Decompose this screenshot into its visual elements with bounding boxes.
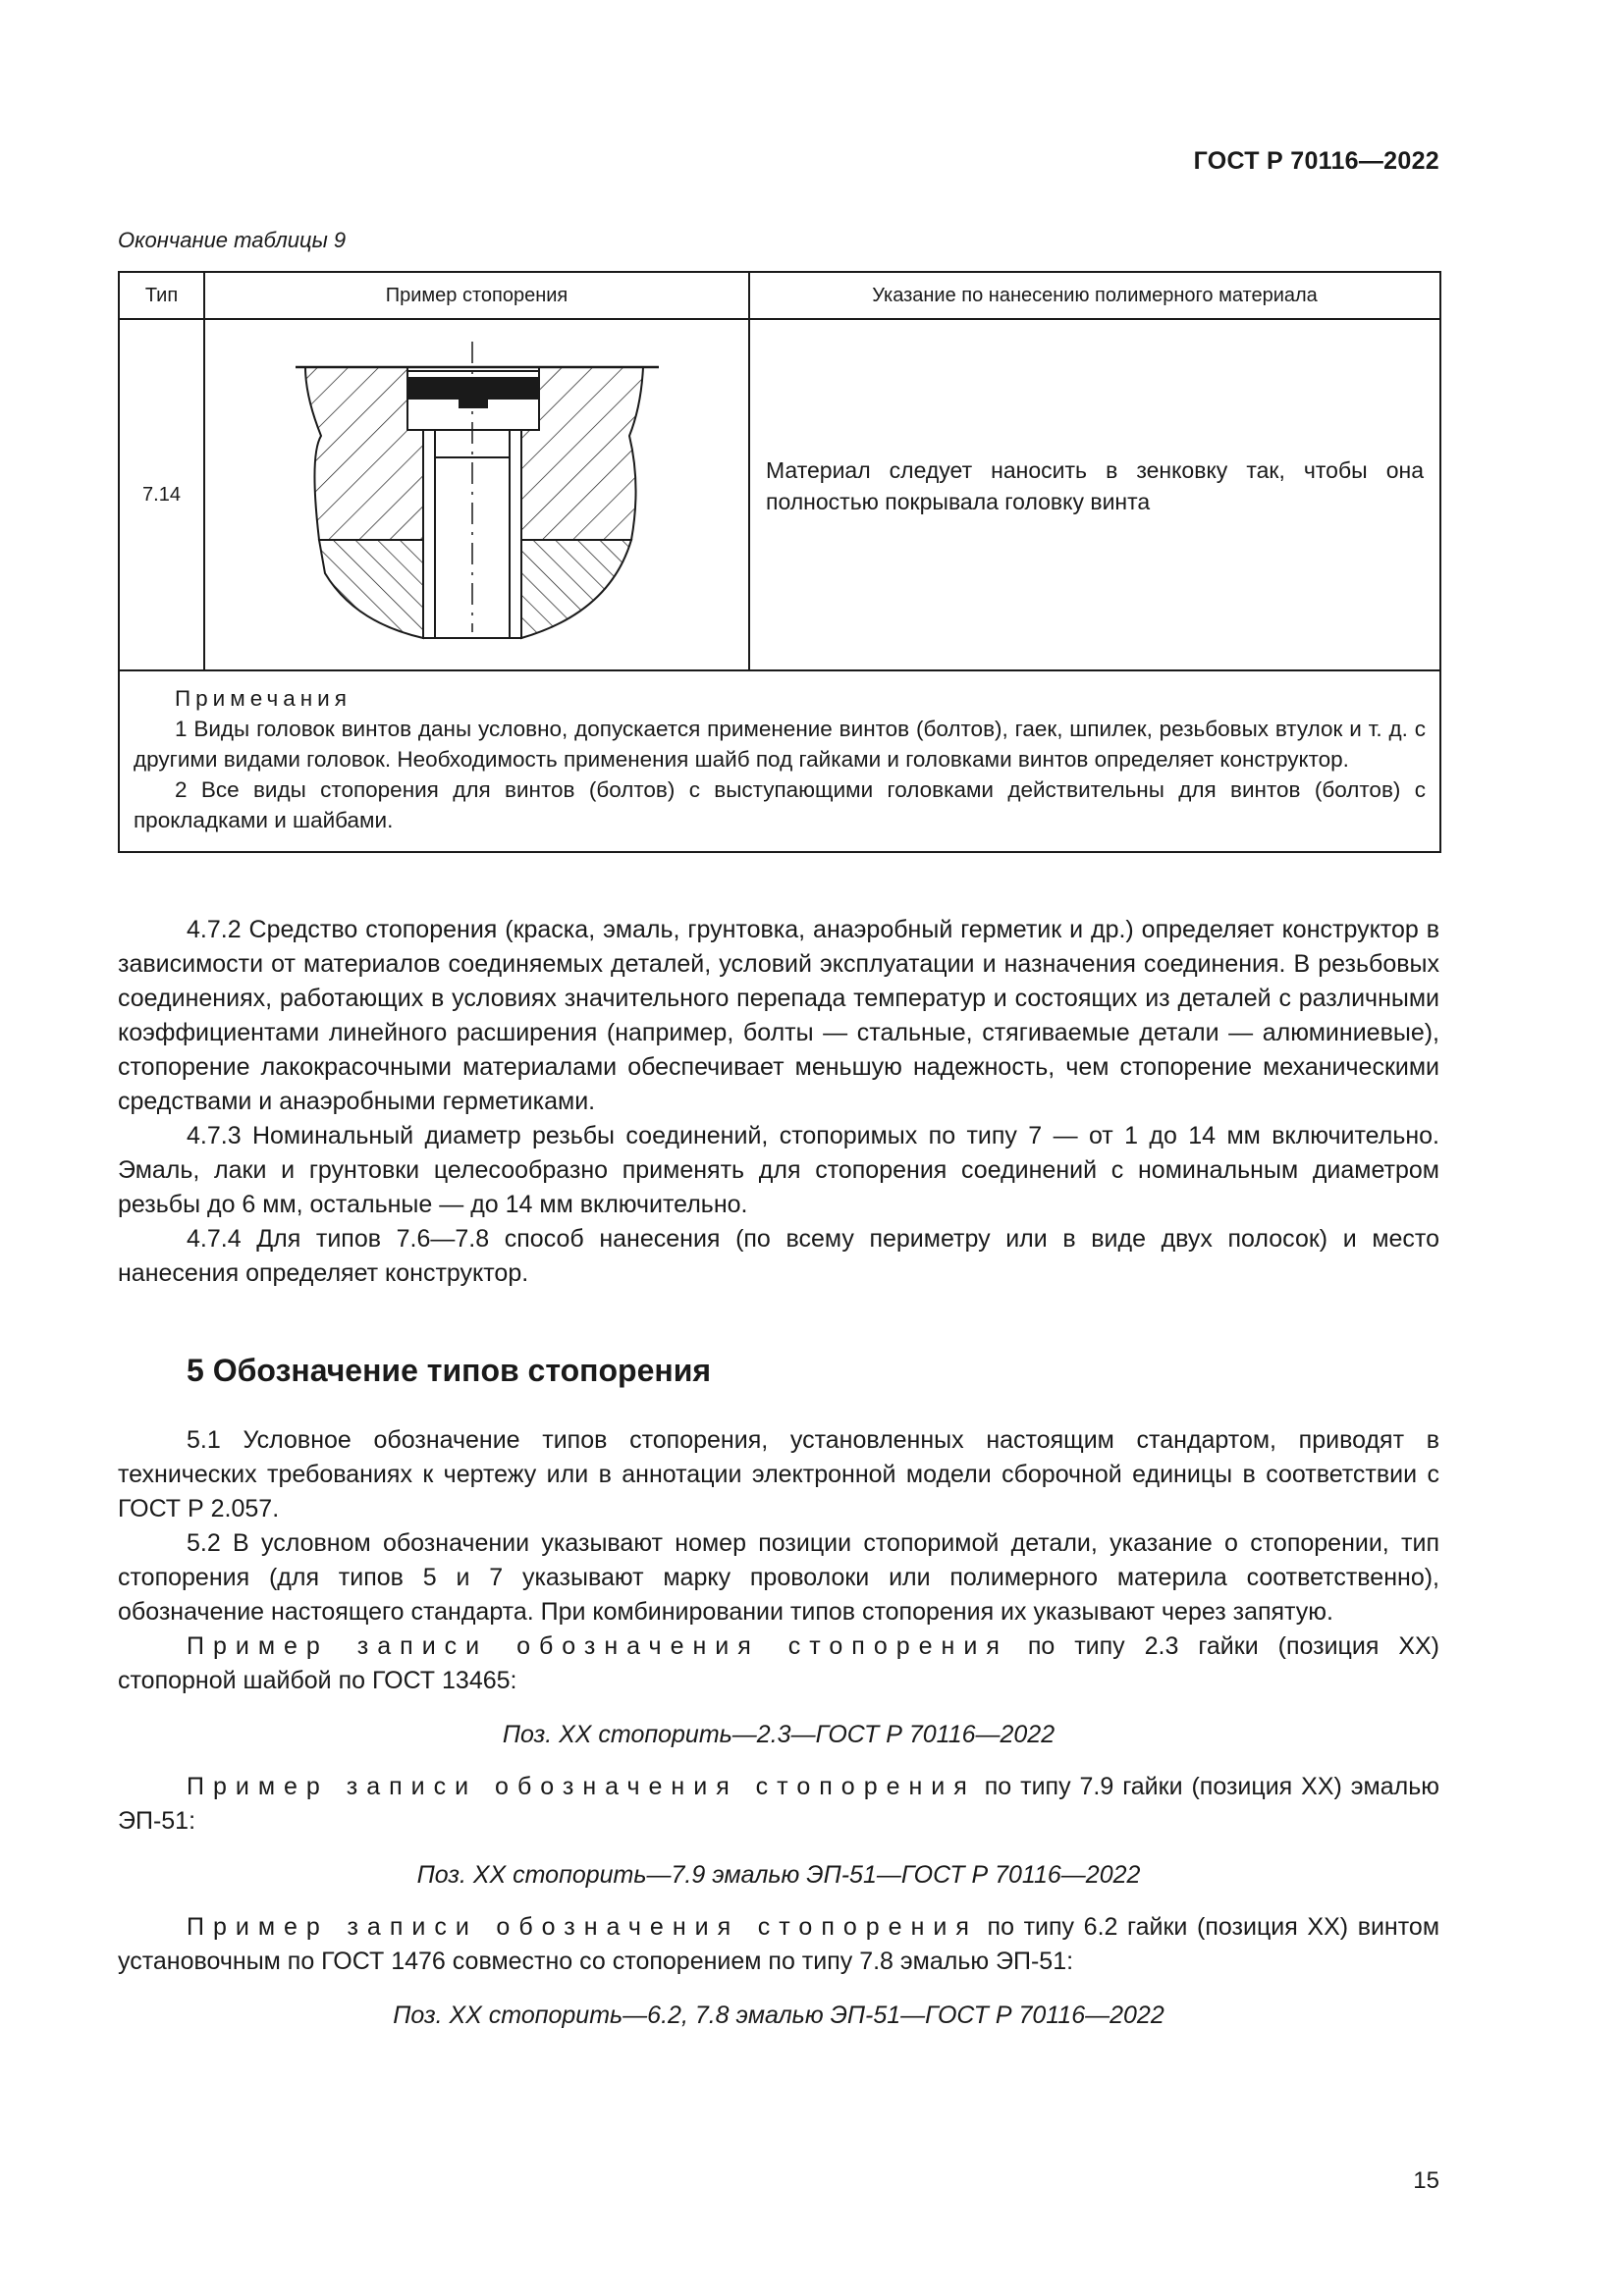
section-5-title: 5 Обозначение типов стопорения	[187, 1353, 712, 1388]
example-label: Пример записи обозначения стопорения	[187, 1913, 978, 1941]
upper-plate-left	[305, 367, 423, 540]
paragraph-5-2: 5.2 В условном обозначении указывают номер позиции стопоримой детали, указание о стопорении, тип стопорения (для типов 5 и 7 указывают марку проволоки или полимерного материла соответственно), обозначение настоящего стандарта. При комбинировании типов стопорения их указывают через запятую.	[118, 1529, 1439, 1626]
countersunk-screw-drawing	[286, 338, 669, 652]
example-1-formula: Поз. ХХ стопорить—2.3—ГОСТ Р 70116—2022	[502, 1721, 1056, 1748]
paragraph-4-7-2: 4.7.2 Средство стопорения (краска, эмаль, грунтовка, анаэробный герметик и др.) определяет конструктор в зависимости от материалов соединяемых деталей, условий эксплуатации и назначения соединения. В резьбовых соединениях, работающих в условиях значительного перепада температур и состоящих из деталей с различными коэффициентами линейного расширения (например, болты — стальные, стягиваемые детали — алюминиевые), стопорение лакокрасочными материалами обеспечивает меньшую надежность, чем стопорение механическими средствами и анаэробными герметиками.	[118, 916, 1439, 1115]
example-label: Пример записи обозначения стопорения	[187, 1632, 1008, 1660]
example-2-text: по типу 7.9 гайки (позиция ХХ) эмалью ЭП-51:	[118, 1773, 1439, 1835]
example-3-text: по типу 6.2 гайки (позиция ХХ) винтом установочным по ГОСТ 1476 совместно со стопорением по типу 7.8 эмалью ЭП-51:	[118, 1913, 1440, 1975]
notes-row	[119, 670, 1440, 852]
paragraph-4-7-3: 4.7.3 Номинальный диаметр резьбы соединений, стопоримых по типу 7 — от 1 до 14 мм включительно. Эмаль, лаки и грунтовки целесообразно применять для стопорения соединений с номинальным диаметром резьбы до 6 мм, остальные — до 14 мм включительно.	[118, 1122, 1439, 1218]
notes-cell	[119, 670, 1440, 852]
polymer-material-fill	[407, 377, 539, 399]
instruction-text: Материал следует наносить в зенковку так, чтобы она полностью покрывала головку винта	[766, 457, 1424, 514]
table-header-row	[119, 272, 1440, 319]
notes-heading: Примечания	[175, 686, 352, 711]
table-caption: Окончание таблицы 9	[118, 228, 347, 252]
example-label: Пример записи обозначения стопорения	[187, 1773, 976, 1800]
column-header-example: Пример стопорения	[204, 272, 749, 319]
example-1-text: по типу 2.3 гайки (позиция ХХ) стопорной шайбой по ГОСТ 13465:	[118, 1632, 1439, 1694]
column-header-type: Тип	[119, 272, 204, 319]
lower-plate-left	[319, 540, 423, 638]
document-number-header: ГОСТ Р 70116—2022	[1193, 147, 1439, 175]
type-cell: 7.14	[119, 319, 204, 670]
paragraph-4-7-4: 4.7.4 Для типов 7.6—7.8 способ нанесения (по всему периметру или в виде двух полосок) и место нанесения определяет конструктор.	[118, 1225, 1439, 1287]
paragraph-5-1: 5.1 Условное обозначение типов стопорения, установленных настоящим стандартом, приводят в технических требованиях к чертежу или в аннотации электронной модели сборочной единицы в соответствии с ГОСТ Р 2.057.	[118, 1426, 1439, 1522]
page-number: 15	[1413, 2167, 1439, 2194]
note-1: 1 Виды головок винтов даны условно, допускается применение винтов (болтов), гаек, шпилек, резьбовых втулок и т. д. с другими видами головок. Необходимость применения шайб под гайками и головками винтов определяет конструктор.	[134, 717, 1426, 772]
example-2-formula: Поз. ХХ стопорить—7.9 эмалью ЭП-51—ГОСТ Р 70116—2022	[416, 1861, 1141, 1889]
note-2: 2 Все виды стопорения для винтов (болтов) с выступающими головками действительны для винтов (болтов) с прокладками и шайбами.	[134, 777, 1426, 832]
instruction-cell	[749, 319, 1440, 670]
figure-cell	[204, 319, 749, 670]
example-3-formula: Поз. ХХ стопорить—6.2, 7.8 эмалью ЭП-51—ГОСТ Р 70116—2022	[393, 2002, 1164, 2029]
lower-plate-right	[521, 540, 631, 638]
section-5-text	[118, 1423, 1439, 2051]
example-1	[118, 1629, 1439, 1698]
section-4-7-text	[118, 913, 1439, 1291]
table-row	[119, 319, 1440, 670]
column-header-instruction: Указание по нанесению полимерного материала	[749, 272, 1440, 319]
example-2	[118, 1770, 1439, 1839]
locking-types-table	[118, 271, 1441, 853]
example-3	[118, 1910, 1439, 1979]
